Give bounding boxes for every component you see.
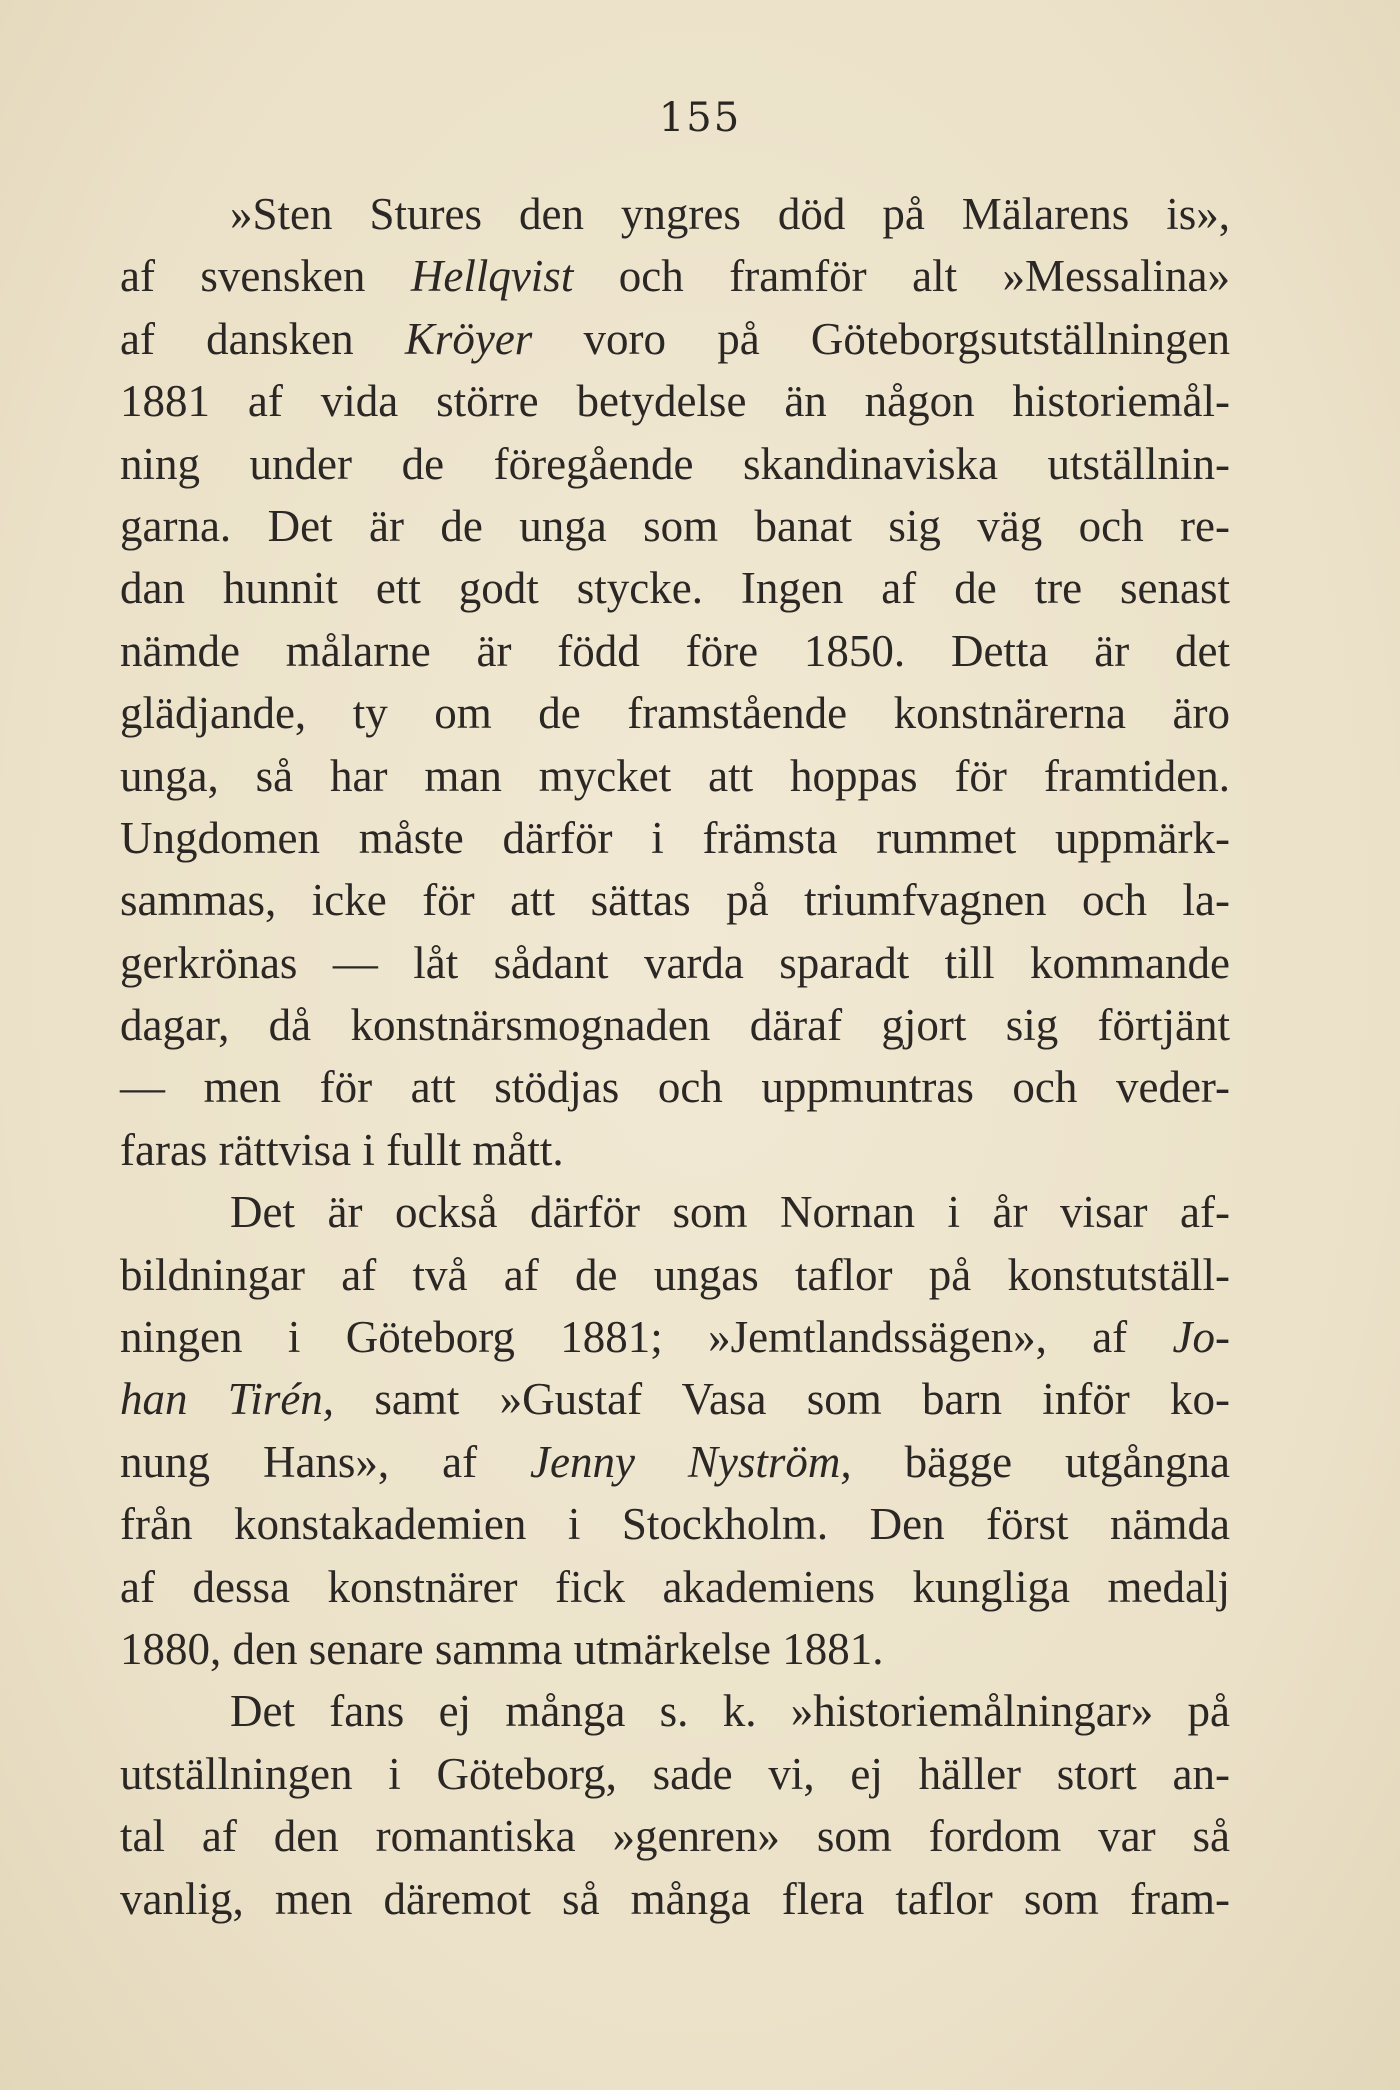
text-line: garna. Det är de unga som banat sig väg och re- [120,500,1230,551]
text-line: »Sten Stures den yngres död på Mälarens is», [230,189,1230,239]
text-line: ning under de föregående skandinaviska utställnin- [120,438,1230,489]
artist-name: Jo- [1172,1312,1230,1363]
text-line: Ungdomen måste därför i främsta rummet uppmärk- [120,812,1230,863]
text-line: nung Hans», af Jenny Nyström, bägge utgångna [120,1436,1230,1487]
text-line: från konstakademien i Stockholm. Den först nämda [120,1499,1230,1550]
text-line: Det fans ej många s. k. »historiemålningar» på [230,1686,1230,1737]
text-line: nämde målarne är född före 1850. Detta är det [120,625,1230,676]
artist-name: Jenny Nyström, [530,1436,852,1487]
artist-name: Kröyer [404,313,533,364]
text-line: af dessa konstnärer fick akademiens kungliga medalj [120,1561,1230,1612]
text-line: gerkrönas — låt sådant varda sparadt till kommande [120,937,1230,988]
body-text [120,183,1230,1930]
text-line: bildningar af två af de ungas taflor på konstutställ- [120,1249,1230,1300]
text-line: 1881 af vida större betydelse än någon historiemål- [120,376,1230,427]
text-line: tal af den romantiska »genren» som fordom var så [120,1811,1230,1862]
text-line: glädjande, ty om de framstående konstnärerna äro [120,688,1230,739]
text-line: 1880, den senare samma utmärkelse 1881. [120,1623,884,1674]
artist-name: Hellqvist [410,251,574,302]
text-line: sammas, icke för att sättas på triumfvagnen och la- [120,875,1230,926]
text-line: unga, så har man mycket att hoppas för framtiden. [120,750,1230,801]
text-line: dagar, då konstnärsmognaden däraf gjort sig förtjänt [120,1000,1230,1051]
text-line: faras rättvisa i fullt mått. [120,1124,564,1175]
text-line: dan hunnit ett godt stycke. Ingen af de tre senast [120,563,1230,614]
text-line: — men för att stödjas och uppmuntras och veder- [120,1062,1230,1113]
text-line: Det är också därför som Nornan i år visar af- [230,1187,1230,1238]
text-line: vanlig, men däremot så många flera taflor som fram- [120,1873,1230,1924]
text-line: utställningen i Göteborg, sade vi, ej häller stort an- [120,1748,1230,1799]
text-line: ningen i Göteborg 1881; »Jemtlandssägen», af Jo- [120,1312,1230,1363]
artist-name: han Tirén, [120,1374,335,1425]
text-line: af dansken Kröyer voro på Göteborgsutställningen [120,313,1230,364]
text-line: han Tirén, samt »Gustaf Vasa som barn inför ko- [120,1374,1230,1425]
text-line: af svensken Hellqvist och framför alt »Messalina» [120,251,1230,302]
page-number: 155 [658,95,742,141]
